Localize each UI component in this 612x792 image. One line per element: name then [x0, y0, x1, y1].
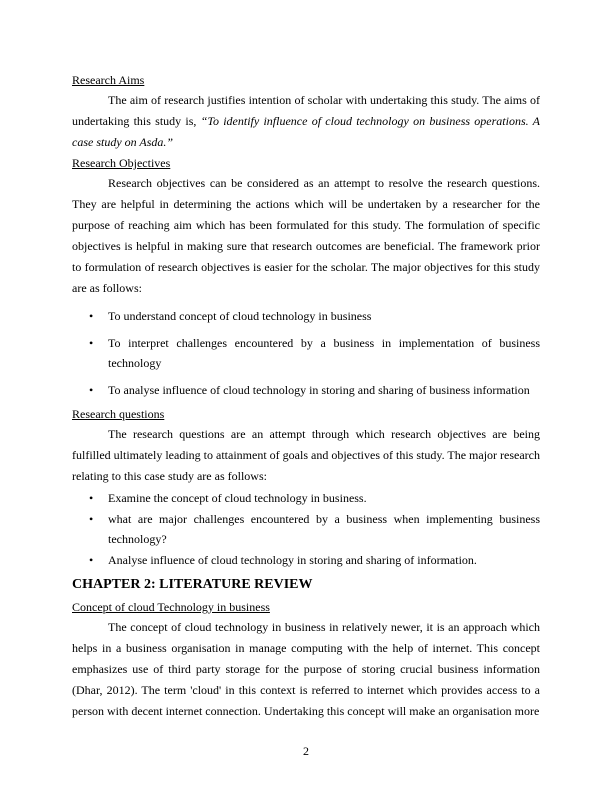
- list-item: • To understand concept of cloud technology in business: [72, 306, 540, 326]
- document-page: [72, 70, 540, 722]
- aims-quote: “To identify influence of cloud technology on business operations. A case study on Asda.”: [72, 114, 540, 149]
- objectives-list: [72, 306, 540, 400]
- aims-text: The aim of research justifies intention of scholar with undertaking this study. The aims of undertaking this study is,: [72, 93, 540, 128]
- list-item: • To interpret challenges encountered by a business in implementation of business technology: [72, 333, 540, 373]
- research-questions-heading: Research questions: [72, 407, 165, 421]
- list-item: • To analyse influence of cloud technology in storing and sharing of business information: [72, 380, 540, 400]
- concept-heading: Concept of cloud Technology in business: [72, 600, 270, 614]
- research-questions-paragraph: The research questions are an attempt through which research objectives are being fulfilled ultimately leading to attainment of goals and objectives of this study. The major research relating to this case study are as follows:: [72, 427, 540, 483]
- list-item: • Analyse influence of cloud technology in storing and sharing of information.: [72, 550, 540, 570]
- concept-paragraph: The concept of cloud technology in business in relatively newer, it is an approach which helps in a business organisation in manage computing with the help of internet. This concept emphasizes use of third party storage for the purpose of storing crucial business information (Dhar, 2012). The term 'cloud' in this context is referred to internet which provides access to a person with decent internet connection. Undertaking this concept will make an organisation more: [72, 620, 540, 718]
- research-objectives-paragraph: Research objectives can be considered as an attempt to resolve the research questions. They are helpful in determining the actions which will be undertaken by a researcher for the purpose of reaching aim which has been formulated for this study. The formulation of specific objectives is helpful in making sure that research outcomes are beneficial. The framework prior to formulation of research objectives is easier for the scholar. The major objectives for this study are as follows:: [72, 176, 540, 295]
- list-item: • Examine the concept of cloud technology in business.: [72, 488, 540, 508]
- research-aims-paragraph: [72, 90, 540, 153]
- research-objectives-heading: Research Objectives: [72, 156, 171, 170]
- page-number: 2: [303, 744, 309, 758]
- list-item: • what are major challenges encountered by a business when implementing business technology?: [72, 509, 540, 549]
- questions-list: [72, 488, 540, 570]
- chapter-title: CHAPTER 2: LITERATURE REVIEW: [72, 577, 313, 592]
- research-aims-heading: Research Aims: [72, 73, 145, 87]
